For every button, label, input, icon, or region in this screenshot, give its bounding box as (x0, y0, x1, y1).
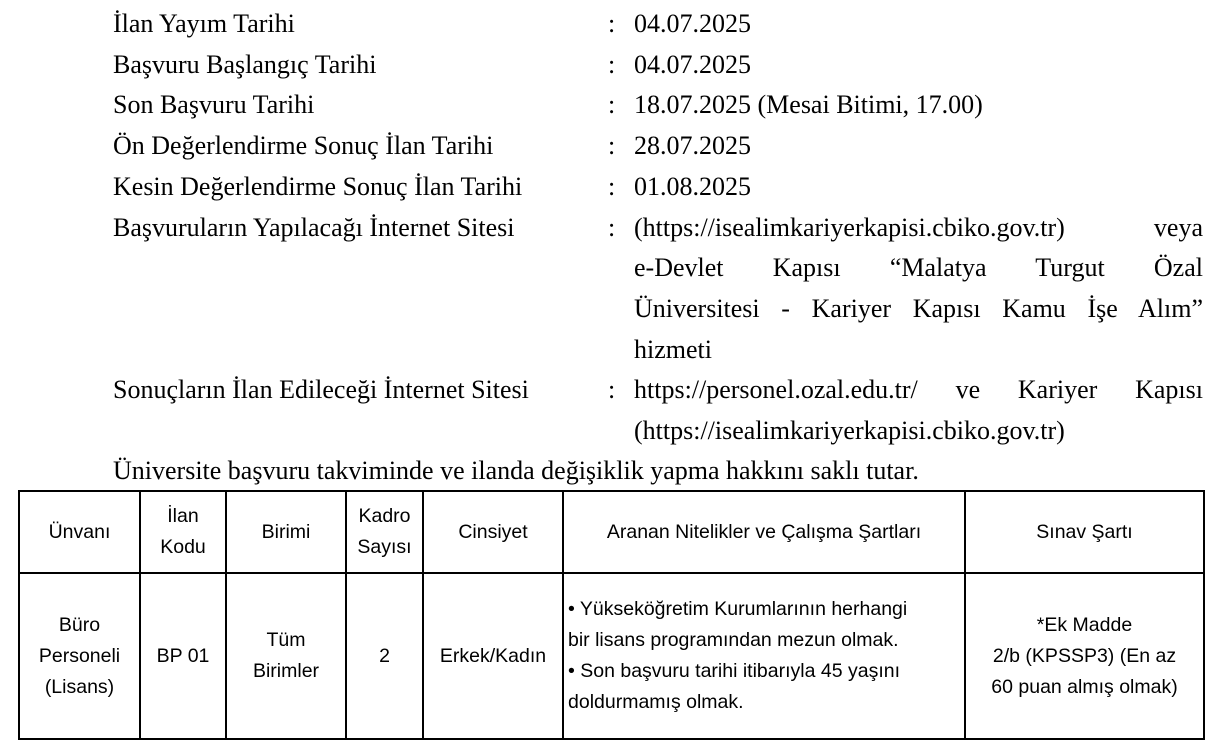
info-value-line: hizmeti (634, 334, 712, 364)
nitelik-line: • Son başvuru tarihi itibarıyla 45 yaşını (568, 660, 900, 682)
birimi-line: Tüm (266, 629, 306, 651)
header-kadro-line-2: Sayısı (357, 536, 412, 558)
header-ilan-kodu-line-1: İlan (167, 505, 199, 527)
table-row (19, 573, 1204, 739)
info-value-line: 04.07.2025 (634, 9, 751, 38)
info-value (634, 85, 1203, 126)
cell-unvan (19, 573, 140, 739)
info-row-final-results (113, 167, 1203, 208)
positions-table (18, 490, 1205, 740)
table-header-row (19, 491, 1204, 573)
info-row-preliminary-results (113, 126, 1203, 167)
info-value-line: 01.08.2025 (634, 171, 751, 201)
info-row-deadline (113, 85, 1203, 126)
results-site-link[interactable]: https://personel.ozal.edu.tr/ ve Kariyer Kapısı (634, 375, 1203, 405)
info-value (634, 4, 1203, 45)
nitelik-line: bir lisans programından mezun olmak. (568, 629, 899, 651)
info-colon: : (608, 9, 616, 38)
header-nitelikler: Aranan Nitelikler ve Çalışma Şartları (563, 491, 965, 573)
cell-kadro: 2 (346, 573, 423, 739)
info-value (634, 126, 1203, 167)
sinav-line: 60 puan almış olmak) (991, 675, 1178, 698)
info-value-line: e-Devlet Kapısı “Malatya Turgut Özal (634, 253, 1203, 283)
application-site-link[interactable]: (https://isealimkariyerkapisi.cbiko.gov.tr) veya (634, 212, 1203, 242)
info-value (634, 208, 1203, 371)
sinav-line: *Ek Madde (1036, 613, 1133, 636)
info-row-publish-date (113, 4, 1203, 45)
info-label: Sonuçların İlan Edileceği İnternet Sitesi (113, 375, 529, 405)
info-colon: : (608, 131, 616, 161)
info-value-line: 18.07.2025 (Mesai Bitimi, 17.00) (634, 90, 983, 120)
header-kadro (346, 491, 423, 573)
info-colon: : (608, 375, 616, 405)
info-row-application-site (113, 208, 1203, 371)
info-colon: : (608, 212, 616, 242)
cell-ilan-kodu: BP 01 (140, 573, 226, 739)
cell-nitelikler (563, 573, 965, 739)
info-row-results-site (113, 370, 1203, 451)
reservation-note: Üniversite başvuru takviminde ve ilanda değişiklik yapma hakkını saklı tutar. (113, 456, 919, 485)
header-ilan-kodu-line-2: Kodu (160, 536, 206, 558)
header-cinsiyet: Cinsiyet (423, 491, 563, 573)
info-value-line: 04.07.2025 (634, 49, 751, 79)
results-site-link-2[interactable]: (https://isealimkariyerkapisi.cbiko.gov.tr) (634, 416, 1065, 446)
sinav-line: 2/b (KPSSP3) (En az (992, 644, 1177, 667)
cell-sinav (965, 573, 1204, 739)
info-colon: : (608, 90, 616, 120)
cell-cinsiyet: Erkek/Kadın (423, 573, 563, 739)
info-row-start-date (113, 45, 1203, 86)
birimi-line: Birimler (252, 660, 320, 682)
application-calendar (113, 4, 1203, 452)
info-value-line: 28.07.2025 (634, 131, 751, 161)
header-unvan: Ünvanı (19, 491, 140, 573)
header-kadro-line-1: Kadro (358, 505, 411, 527)
info-label: Ön Değerlendirme Sonuç İlan Tarihi (113, 131, 494, 161)
info-value (634, 45, 1203, 86)
unvan-line: Personeli (38, 644, 121, 667)
info-colon: : (608, 171, 616, 201)
nitelik-line: • Yükseköğretim Kurumlarının herhangi (568, 598, 908, 620)
header-sinav: Sınav Şartı (965, 491, 1204, 573)
header-ilan-kodu (140, 491, 226, 573)
info-value-line: Üniversitesi - Kariyer Kapısı Kamu İşe Alım” (634, 293, 1203, 323)
info-label: İlan Yayım Tarihi (113, 9, 295, 38)
header-birimi: Birimi (226, 491, 346, 573)
unvan-line: (Lisans) (44, 675, 115, 698)
info-colon: : (608, 49, 616, 79)
info-label: Son Başvuru Tarihi (113, 90, 315, 120)
info-label: Kesin Değerlendirme Sonuç İlan Tarihi (113, 171, 523, 201)
unvan-line: Büro (58, 613, 101, 636)
cell-birimi (226, 573, 346, 739)
info-label: Başvuru Başlangıç Tarihi (113, 49, 377, 79)
info-value (634, 370, 1203, 451)
info-label: Başvuruların Yapılacağı İnternet Sitesi (113, 212, 515, 242)
nitelik-line: doldurmamış olmak. (568, 691, 744, 713)
info-value (634, 167, 1203, 208)
